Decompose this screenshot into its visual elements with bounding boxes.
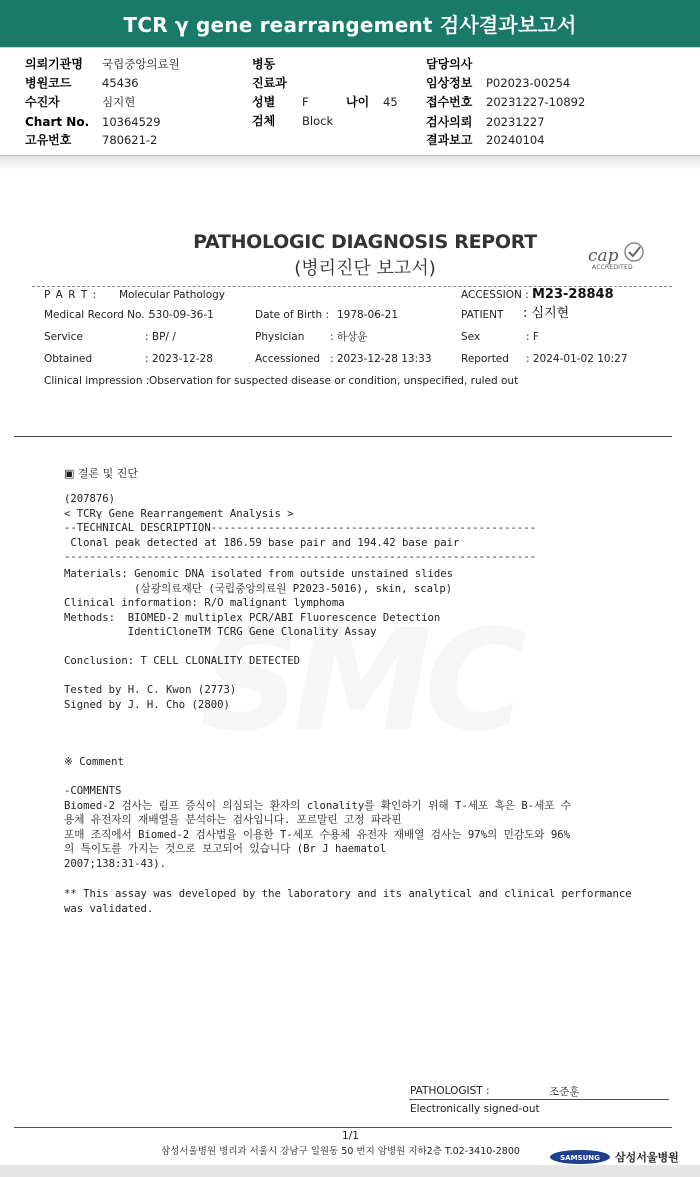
clinical-info-label: 임상정보 [426, 76, 473, 90]
physician-label: Physician [255, 331, 305, 343]
cap-accredited-label: ACCREDITED [592, 264, 633, 271]
test-request-value: 20231227 [486, 115, 545, 129]
header-shadow [0, 156, 700, 170]
conclusion-text: Conclusion: T CELL CLONALITY DETECTED [64, 655, 300, 667]
signers-text: Tested by H. C. Kwon (2773) Signed by J. H. Cho (2800) [64, 684, 237, 711]
materials-methods: Materials: Genomic DNA isolated from outside unstained slides (삼광의료재단 (국립중앙의료원 P2023-5016), skin, scalp) Clinical information: R/O malignant lymphoma Methods: BIOMED-2 multiplex PCR/ABI Fluorescence Detection IdentiCloneTM TCRG Gene Clonality Assay [64, 568, 454, 638]
conclusion-section-title: ▣ 결론 및 진단 [64, 467, 139, 480]
info-bottom-rule [14, 436, 672, 437]
test-request-label: 검사의뢰 [426, 115, 473, 129]
dob-value: 1978-06-21 [337, 309, 399, 321]
pathologist-value: 조준훈 [549, 1086, 580, 1098]
specimen-label: 검체 [252, 114, 276, 128]
reported-value: : 2024-01-02 10:27 [526, 353, 628, 365]
hospital-code-value: 45436 [102, 76, 139, 90]
clinical-impression-value: Observation for suspected disease or condition, unspecified, ruled out [149, 375, 519, 387]
attending-doctor-label: 담당의사 [426, 57, 473, 71]
comments-text: -COMMENTS Biomed-2 검사는 림프 증식이 의심되는 환자의 clonality를 확인하기 위해 T-세포 혹은 B-세포 수 용체 유전자의 재배열을 분석하는 검사입니다. 포르말린 고정 파라핀 포매 조직에서 Biomed-2 검사법을 이용한 T-세포 수용체 유전자 재배열 검사는 97%의 민감도와 96% 의 특이도를 가지는 것으로 보고되어 있습니다 (Br J haematol 2007;138:31-43). [64, 785, 572, 870]
physician-value: : 하상윤 [330, 331, 368, 343]
department-label: 진료과 [252, 76, 287, 90]
obtained-value: : 2023-12-28 [145, 353, 213, 365]
reported-label: Reported [461, 353, 509, 365]
examinee-label: 수진자 [25, 95, 60, 109]
receipt-no-label: 접수번호 [426, 95, 473, 109]
accessioned-value: : 2023-12-28 13:33 [330, 353, 432, 365]
disclaimer-text: ** This assay was developed by the laboratory and its analytical and clinical performance was validated. [64, 888, 632, 915]
accessioned-label: Accessioned [255, 353, 321, 365]
service-label: Service [44, 331, 83, 343]
dob-label: Date of Birth : [255, 309, 329, 321]
cap-check-icon [622, 240, 646, 264]
obtained-label: Obtained [44, 353, 93, 365]
clinical-info-value: P02023-00254 [486, 76, 571, 90]
report-main-title: TCR γ gene rearrangement 검사결과보고서 [123, 13, 577, 37]
sex-info-value: : F [526, 331, 539, 343]
part-value: Molecular Pathology [119, 289, 226, 301]
specimen-value: Block [302, 114, 334, 128]
ward-label: 병동 [252, 57, 276, 71]
pathologic-report-title: PATHOLOGIC DIAGNOSIS REPORT [193, 231, 537, 253]
mrn-label: Medical Record No. : [44, 309, 152, 321]
pathologist-label: PATHOLOGIST : [410, 1085, 490, 1097]
referring-institution-value: 국립중앙의료원 [102, 57, 180, 71]
report-title-bar [0, 0, 700, 48]
unique-id-value: 780621-2 [102, 133, 158, 147]
signature-line [409, 1099, 669, 1100]
accession-value: M23-28848 [532, 287, 614, 302]
sex-value: F [302, 95, 309, 109]
chart-no-label: Chart No. [25, 115, 90, 129]
sex-label: 성별 [252, 95, 276, 109]
svg-text:SAMSUNG: SAMSUNG [560, 1154, 600, 1162]
mrn-value: 530-09-36-1 [149, 309, 214, 321]
unique-id-label: 고유번호 [25, 133, 72, 147]
hospital-code-label: 병원코드 [25, 76, 72, 90]
patient-label: PATIENT [461, 309, 504, 321]
result-report-value: 20240104 [486, 133, 545, 147]
age-label: 나이 [346, 95, 370, 109]
referring-institution-label: 의뢰기관명 [25, 57, 83, 71]
samsung-logo-icon [549, 1149, 611, 1165]
patient-value: : 심지현 [523, 306, 570, 321]
receipt-no-value: 20231227-10892 [486, 95, 586, 109]
accession-label: ACCESSION : [461, 289, 529, 301]
age-value: 45 [383, 95, 398, 109]
service-value: : BP/ / [145, 331, 176, 343]
result-report-label: 결과보고 [426, 133, 473, 147]
footer-address: 삼성서울병원 병리과 서울시 강남구 일원동 50 번지 암병원 지하2층 T.02-3410-2800 [161, 1146, 520, 1157]
clinical-impression-label: Clinical impression : [44, 375, 150, 387]
hospital-name: 삼성서울병원 [615, 1151, 679, 1164]
footer-rule [14, 1127, 672, 1128]
sex-info-label: Sex [461, 331, 481, 343]
comment-title: ※ Comment [64, 756, 124, 768]
part-label: P A R T : [44, 289, 98, 301]
technical-description: (207876) < TCRγ Gene Rearrangement Analysis > --TECHNICAL DESCRIPTION--------------------------------------------------- Clonal peak detected at 186.59 base pair and 194.42 base pair -------------------------------------------------------------------------- [64, 493, 536, 563]
chart-no-value: 10364529 [102, 115, 161, 129]
pathologic-report-subtitle: (병리진단 보고서) [294, 258, 436, 279]
signed-out-text: Electronically signed-out [410, 1103, 540, 1115]
cap-logo: cap [588, 246, 619, 266]
footer-gray-band [0, 1165, 700, 1177]
examinee-value: 심지현 [102, 95, 136, 109]
page-number: 1/1 [342, 1130, 359, 1142]
